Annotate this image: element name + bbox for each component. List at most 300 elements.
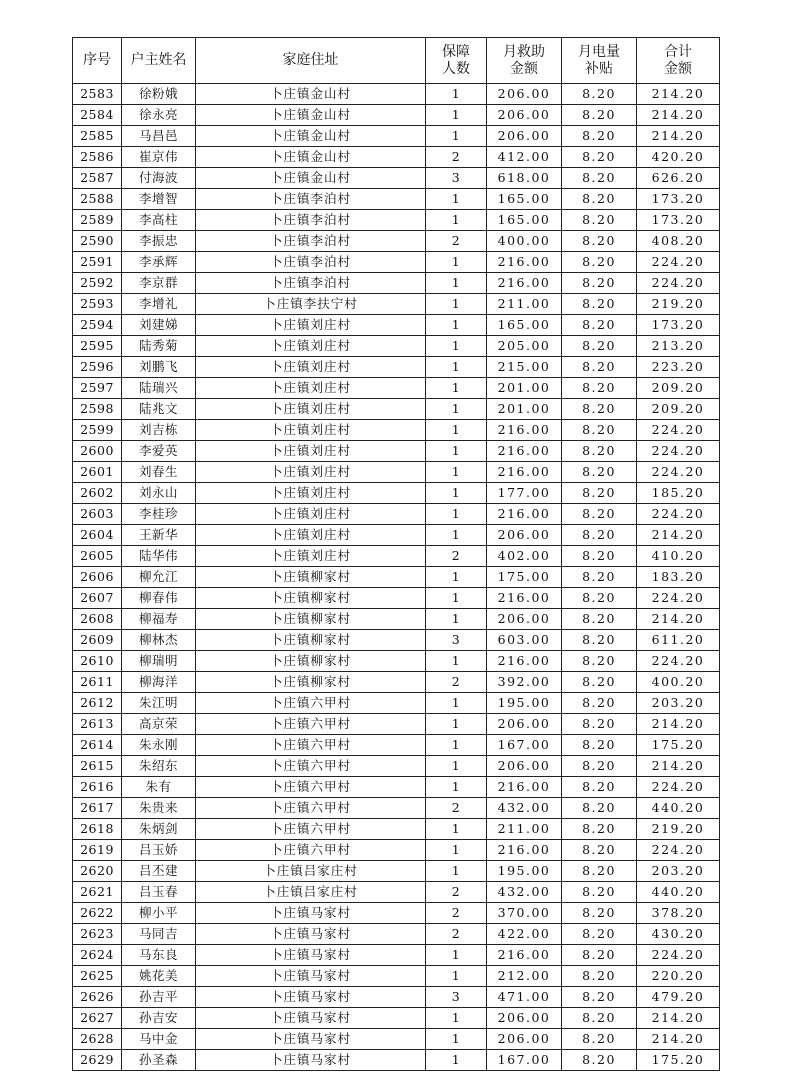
table-row	[73, 777, 720, 798]
table-row	[73, 336, 720, 357]
col-header-householder: 户主姓名	[122, 38, 196, 84]
cell-serial: 2620	[73, 861, 122, 882]
cell-total: 173.20	[637, 315, 720, 336]
cell-address: 卜庄镇六甲村	[196, 798, 426, 819]
cell-serial: 2596	[73, 357, 122, 378]
table-row	[73, 399, 720, 420]
cell-persons: 1	[426, 756, 487, 777]
cell-address: 卜庄镇刘庄村	[196, 525, 426, 546]
cell-total: 214.20	[637, 105, 720, 126]
cell-persons: 1	[426, 819, 487, 840]
cell-total: 378.20	[637, 903, 720, 924]
table-row	[73, 294, 720, 315]
cell-address: 卜庄镇六甲村	[196, 735, 426, 756]
cell-monthly-aid: 206.00	[487, 84, 562, 105]
cell-serial: 2618	[73, 819, 122, 840]
cell-persons: 1	[426, 945, 487, 966]
cell-serial: 2605	[73, 546, 122, 567]
cell-serial: 2586	[73, 147, 122, 168]
cell-monthly-aid: 618.00	[487, 168, 562, 189]
cell-serial: 2613	[73, 714, 122, 735]
cell-householder: 吕玉春	[122, 882, 196, 903]
table-row	[73, 273, 720, 294]
cell-monthly-aid: 206.00	[487, 756, 562, 777]
cell-householder: 朱永刚	[122, 735, 196, 756]
cell-address: 卜庄镇吕家庄村	[196, 882, 426, 903]
cell-serial: 2614	[73, 735, 122, 756]
cell-serial: 2592	[73, 273, 122, 294]
table-row	[73, 630, 720, 651]
cell-serial: 2621	[73, 882, 122, 903]
cell-total: 214.20	[637, 525, 720, 546]
table-row	[73, 861, 720, 882]
cell-total: 203.20	[637, 861, 720, 882]
cell-householder: 柳瑞明	[122, 651, 196, 672]
cell-address: 卜庄镇吕家庄村	[196, 861, 426, 882]
cell-householder: 吕玉娇	[122, 840, 196, 861]
cell-serial: 2600	[73, 441, 122, 462]
cell-householder: 陆华伟	[122, 546, 196, 567]
cell-serial: 2588	[73, 189, 122, 210]
cell-total: 440.20	[637, 882, 720, 903]
cell-persons: 2	[426, 672, 487, 693]
cell-monthly-aid: 165.00	[487, 315, 562, 336]
col-header-power-subsidy: 月电量 补贴	[562, 38, 637, 84]
cell-serial: 2589	[73, 210, 122, 231]
cell-householder: 姚花美	[122, 966, 196, 987]
cell-total: 224.20	[637, 420, 720, 441]
cell-power-subsidy: 8.20	[562, 609, 637, 630]
cell-power-subsidy: 8.20	[562, 462, 637, 483]
header-row	[73, 38, 720, 84]
cell-persons: 3	[426, 987, 487, 1008]
cell-monthly-aid: 216.00	[487, 420, 562, 441]
cell-serial: 2608	[73, 609, 122, 630]
cell-power-subsidy: 8.20	[562, 693, 637, 714]
cell-total: 611.20	[637, 630, 720, 651]
cell-address: 卜庄镇刘庄村	[196, 336, 426, 357]
cell-serial: 2628	[73, 1029, 122, 1050]
cell-monthly-aid: 211.00	[487, 294, 562, 315]
cell-serial: 2591	[73, 252, 122, 273]
cell-total: 440.20	[637, 798, 720, 819]
cell-persons: 1	[426, 735, 487, 756]
table-row	[73, 378, 720, 399]
cell-address: 卜庄镇刘庄村	[196, 546, 426, 567]
cell-address: 卜庄镇刘庄村	[196, 483, 426, 504]
table-row	[73, 882, 720, 903]
cell-power-subsidy: 8.20	[562, 714, 637, 735]
cell-monthly-aid: 432.00	[487, 882, 562, 903]
cell-power-subsidy: 8.20	[562, 1008, 637, 1029]
cell-serial: 2594	[73, 315, 122, 336]
cell-householder: 徐永亮	[122, 105, 196, 126]
cell-persons: 2	[426, 546, 487, 567]
cell-serial: 2627	[73, 1008, 122, 1029]
cell-monthly-aid: 175.00	[487, 567, 562, 588]
cell-serial: 2595	[73, 336, 122, 357]
cell-monthly-aid: 167.00	[487, 1050, 562, 1071]
cell-serial: 2622	[73, 903, 122, 924]
cell-monthly-aid: 400.00	[487, 231, 562, 252]
cell-total: 224.20	[637, 273, 720, 294]
cell-total: 479.20	[637, 987, 720, 1008]
cell-address: 卜庄镇李泊村	[196, 189, 426, 210]
cell-householder: 高京荣	[122, 714, 196, 735]
cell-serial: 2604	[73, 525, 122, 546]
cell-power-subsidy: 8.20	[562, 273, 637, 294]
cell-address: 卜庄镇六甲村	[196, 840, 426, 861]
cell-monthly-aid: 392.00	[487, 672, 562, 693]
table-row	[73, 504, 720, 525]
cell-address: 卜庄镇刘庄村	[196, 357, 426, 378]
cell-power-subsidy: 8.20	[562, 1029, 637, 1050]
cell-power-subsidy: 8.20	[562, 903, 637, 924]
cell-monthly-aid: 216.00	[487, 462, 562, 483]
cell-power-subsidy: 8.20	[562, 420, 637, 441]
cell-power-subsidy: 8.20	[562, 1050, 637, 1071]
cell-householder: 李承辉	[122, 252, 196, 273]
cell-persons: 1	[426, 441, 487, 462]
cell-persons: 1	[426, 294, 487, 315]
table-row	[73, 231, 720, 252]
cell-householder: 柳允江	[122, 567, 196, 588]
cell-total: 183.20	[637, 567, 720, 588]
cell-total: 214.20	[637, 609, 720, 630]
cell-serial: 2602	[73, 483, 122, 504]
cell-serial: 2583	[73, 84, 122, 105]
cell-total: 224.20	[637, 504, 720, 525]
cell-power-subsidy: 8.20	[562, 882, 637, 903]
table-row	[73, 714, 720, 735]
cell-power-subsidy: 8.20	[562, 189, 637, 210]
cell-total: 219.20	[637, 294, 720, 315]
cell-serial: 2597	[73, 378, 122, 399]
cell-serial: 2629	[73, 1050, 122, 1071]
cell-address: 卜庄镇六甲村	[196, 819, 426, 840]
cell-power-subsidy: 8.20	[562, 252, 637, 273]
table-row	[73, 126, 720, 147]
cell-householder: 朱炳剑	[122, 819, 196, 840]
cell-total: 224.20	[637, 252, 720, 273]
table-row	[73, 840, 720, 861]
cell-serial: 2606	[73, 567, 122, 588]
cell-address: 卜庄镇柳家村	[196, 609, 426, 630]
cell-householder: 柳春伟	[122, 588, 196, 609]
table-row	[73, 420, 720, 441]
cell-power-subsidy: 8.20	[562, 105, 637, 126]
cell-serial: 2603	[73, 504, 122, 525]
cell-power-subsidy: 8.20	[562, 441, 637, 462]
table-row	[73, 483, 720, 504]
cell-serial: 2587	[73, 168, 122, 189]
cell-address: 卜庄镇马家村	[196, 1050, 426, 1071]
cell-householder: 刘吉栋	[122, 420, 196, 441]
cell-address: 卜庄镇马家村	[196, 966, 426, 987]
cell-total: 420.20	[637, 147, 720, 168]
cell-address: 卜庄镇马家村	[196, 987, 426, 1008]
cell-power-subsidy: 8.20	[562, 651, 637, 672]
cell-address: 卜庄镇金山村	[196, 126, 426, 147]
cell-monthly-aid: 167.00	[487, 735, 562, 756]
cell-power-subsidy: 8.20	[562, 567, 637, 588]
cell-persons: 2	[426, 924, 487, 945]
cell-monthly-aid: 216.00	[487, 777, 562, 798]
cell-power-subsidy: 8.20	[562, 588, 637, 609]
cell-monthly-aid: 206.00	[487, 1029, 562, 1050]
cell-householder: 孙吉平	[122, 987, 196, 1008]
cell-total: 626.20	[637, 168, 720, 189]
cell-total: 430.20	[637, 924, 720, 945]
cell-persons: 1	[426, 714, 487, 735]
cell-address: 卜庄镇金山村	[196, 147, 426, 168]
table-row	[73, 966, 720, 987]
cell-address: 卜庄镇刘庄村	[196, 315, 426, 336]
cell-householder: 朱贵来	[122, 798, 196, 819]
cell-power-subsidy: 8.20	[562, 399, 637, 420]
cell-householder: 柳福寿	[122, 609, 196, 630]
cell-serial: 2593	[73, 294, 122, 315]
cell-power-subsidy: 8.20	[562, 294, 637, 315]
cell-monthly-aid: 370.00	[487, 903, 562, 924]
cell-householder: 柳海洋	[122, 672, 196, 693]
cell-power-subsidy: 8.20	[562, 210, 637, 231]
cell-address: 卜庄镇刘庄村	[196, 462, 426, 483]
cell-power-subsidy: 8.20	[562, 546, 637, 567]
cell-total: 224.20	[637, 462, 720, 483]
cell-address: 卜庄镇柳家村	[196, 630, 426, 651]
table-row	[73, 168, 720, 189]
cell-monthly-aid: 165.00	[487, 210, 562, 231]
cell-power-subsidy: 8.20	[562, 84, 637, 105]
table-row	[73, 945, 720, 966]
table-row	[73, 210, 720, 231]
cell-power-subsidy: 8.20	[562, 147, 637, 168]
cell-persons: 1	[426, 525, 487, 546]
cell-power-subsidy: 8.20	[562, 945, 637, 966]
cell-persons: 1	[426, 1008, 487, 1029]
cell-persons: 1	[426, 399, 487, 420]
cell-monthly-aid: 206.00	[487, 714, 562, 735]
cell-householder: 陆秀菊	[122, 336, 196, 357]
cell-monthly-aid: 402.00	[487, 546, 562, 567]
cell-serial: 2617	[73, 798, 122, 819]
table-row	[73, 525, 720, 546]
cell-address: 卜庄镇六甲村	[196, 756, 426, 777]
cell-total: 214.20	[637, 1008, 720, 1029]
cell-householder: 崔京伟	[122, 147, 196, 168]
cell-monthly-aid: 471.00	[487, 987, 562, 1008]
table-row	[73, 84, 720, 105]
cell-serial: 2610	[73, 651, 122, 672]
col-header-total: 合计 金额	[637, 38, 720, 84]
cell-serial: 2625	[73, 966, 122, 987]
cell-total: 173.20	[637, 189, 720, 210]
cell-monthly-aid: 216.00	[487, 252, 562, 273]
cell-householder: 付海波	[122, 168, 196, 189]
cell-persons: 1	[426, 126, 487, 147]
cell-persons: 2	[426, 147, 487, 168]
cell-persons: 1	[426, 966, 487, 987]
table-row	[73, 546, 720, 567]
cell-householder: 李京群	[122, 273, 196, 294]
cell-persons: 3	[426, 168, 487, 189]
cell-persons: 2	[426, 903, 487, 924]
cell-persons: 1	[426, 462, 487, 483]
cell-householder: 刘春生	[122, 462, 196, 483]
table-row	[73, 756, 720, 777]
table-row	[73, 819, 720, 840]
cell-persons: 1	[426, 609, 487, 630]
cell-monthly-aid: 215.00	[487, 357, 562, 378]
cell-address: 卜庄镇李泊村	[196, 273, 426, 294]
cell-persons: 1	[426, 567, 487, 588]
cell-total: 224.20	[637, 651, 720, 672]
cell-power-subsidy: 8.20	[562, 378, 637, 399]
col-header-persons: 保障 人数	[426, 38, 487, 84]
cell-power-subsidy: 8.20	[562, 777, 637, 798]
cell-power-subsidy: 8.20	[562, 357, 637, 378]
cell-power-subsidy: 8.20	[562, 630, 637, 651]
cell-total: 175.20	[637, 1050, 720, 1071]
col-header-serial: 序号	[73, 38, 122, 84]
cell-total: 173.20	[637, 210, 720, 231]
table-row	[73, 693, 720, 714]
cell-address: 卜庄镇刘庄村	[196, 378, 426, 399]
cell-address: 卜庄镇刘庄村	[196, 399, 426, 420]
cell-monthly-aid: 177.00	[487, 483, 562, 504]
cell-serial: 2612	[73, 693, 122, 714]
cell-serial: 2611	[73, 672, 122, 693]
cell-serial: 2590	[73, 231, 122, 252]
cell-total: 224.20	[637, 777, 720, 798]
cell-total: 214.20	[637, 126, 720, 147]
cell-persons: 2	[426, 882, 487, 903]
cell-power-subsidy: 8.20	[562, 231, 637, 252]
cell-householder: 李增礼	[122, 294, 196, 315]
cell-persons: 1	[426, 504, 487, 525]
cell-householder: 朱绍东	[122, 756, 196, 777]
cell-serial: 2616	[73, 777, 122, 798]
cell-address: 卜庄镇柳家村	[196, 567, 426, 588]
table-row	[73, 903, 720, 924]
cell-monthly-aid: 216.00	[487, 588, 562, 609]
col-header-monthly-aid: 月救助 金额	[487, 38, 562, 84]
cell-monthly-aid: 195.00	[487, 861, 562, 882]
cell-monthly-aid: 216.00	[487, 651, 562, 672]
cell-monthly-aid: 216.00	[487, 945, 562, 966]
cell-householder: 李增智	[122, 189, 196, 210]
cell-total: 224.20	[637, 588, 720, 609]
cell-persons: 1	[426, 273, 487, 294]
table-row	[73, 609, 720, 630]
cell-persons: 1	[426, 693, 487, 714]
cell-address: 卜庄镇李泊村	[196, 231, 426, 252]
cell-total: 214.20	[637, 714, 720, 735]
table-row	[73, 1050, 720, 1071]
cell-householder: 孙圣森	[122, 1050, 196, 1071]
cell-serial: 2598	[73, 399, 122, 420]
table-row	[73, 441, 720, 462]
cell-address: 卜庄镇六甲村	[196, 693, 426, 714]
cell-total: 203.20	[637, 693, 720, 714]
cell-power-subsidy: 8.20	[562, 798, 637, 819]
cell-householder: 李振忠	[122, 231, 196, 252]
cell-persons: 1	[426, 777, 487, 798]
cell-power-subsidy: 8.20	[562, 840, 637, 861]
cell-total: 410.20	[637, 546, 720, 567]
cell-serial: 2626	[73, 987, 122, 1008]
cell-total: 175.20	[637, 735, 720, 756]
table-row	[73, 924, 720, 945]
cell-persons: 1	[426, 210, 487, 231]
cell-total: 224.20	[637, 441, 720, 462]
cell-householder: 李高柱	[122, 210, 196, 231]
cell-persons: 1	[426, 483, 487, 504]
cell-householder: 刘建娣	[122, 315, 196, 336]
table-row	[73, 651, 720, 672]
cell-persons: 1	[426, 252, 487, 273]
cell-power-subsidy: 8.20	[562, 672, 637, 693]
cell-persons: 1	[426, 105, 487, 126]
cell-address: 卜庄镇刘庄村	[196, 504, 426, 525]
cell-power-subsidy: 8.20	[562, 819, 637, 840]
cell-power-subsidy: 8.20	[562, 336, 637, 357]
cell-persons: 1	[426, 315, 487, 336]
cell-serial: 2623	[73, 924, 122, 945]
cell-total: 219.20	[637, 819, 720, 840]
cell-address: 卜庄镇柳家村	[196, 588, 426, 609]
cell-householder: 刘永山	[122, 483, 196, 504]
cell-serial: 2624	[73, 945, 122, 966]
cell-householder: 李桂珍	[122, 504, 196, 525]
cell-serial: 2599	[73, 420, 122, 441]
cell-power-subsidy: 8.20	[562, 483, 637, 504]
cell-monthly-aid: 216.00	[487, 273, 562, 294]
cell-power-subsidy: 8.20	[562, 525, 637, 546]
cell-monthly-aid: 422.00	[487, 924, 562, 945]
cell-persons: 3	[426, 630, 487, 651]
cell-serial: 2615	[73, 756, 122, 777]
cell-householder: 马昌邑	[122, 126, 196, 147]
table-row	[73, 189, 720, 210]
cell-address: 卜庄镇马家村	[196, 924, 426, 945]
cell-householder: 李爱英	[122, 441, 196, 462]
cell-persons: 1	[426, 189, 487, 210]
cell-monthly-aid: 205.00	[487, 336, 562, 357]
cell-power-subsidy: 8.20	[562, 987, 637, 1008]
cell-persons: 1	[426, 1029, 487, 1050]
cell-monthly-aid: 212.00	[487, 966, 562, 987]
cell-power-subsidy: 8.20	[562, 504, 637, 525]
cell-power-subsidy: 8.20	[562, 126, 637, 147]
cell-monthly-aid: 206.00	[487, 525, 562, 546]
table-body	[73, 84, 720, 1071]
table-row	[73, 105, 720, 126]
cell-persons: 2	[426, 231, 487, 252]
cell-serial: 2585	[73, 126, 122, 147]
cell-householder: 孙吉安	[122, 1008, 196, 1029]
cell-power-subsidy: 8.20	[562, 168, 637, 189]
cell-monthly-aid: 216.00	[487, 504, 562, 525]
cell-persons: 1	[426, 651, 487, 672]
cell-address: 卜庄镇金山村	[196, 84, 426, 105]
table-row	[73, 567, 720, 588]
cell-householder: 朱江明	[122, 693, 196, 714]
cell-monthly-aid: 432.00	[487, 798, 562, 819]
cell-monthly-aid: 201.00	[487, 378, 562, 399]
cell-monthly-aid: 206.00	[487, 105, 562, 126]
